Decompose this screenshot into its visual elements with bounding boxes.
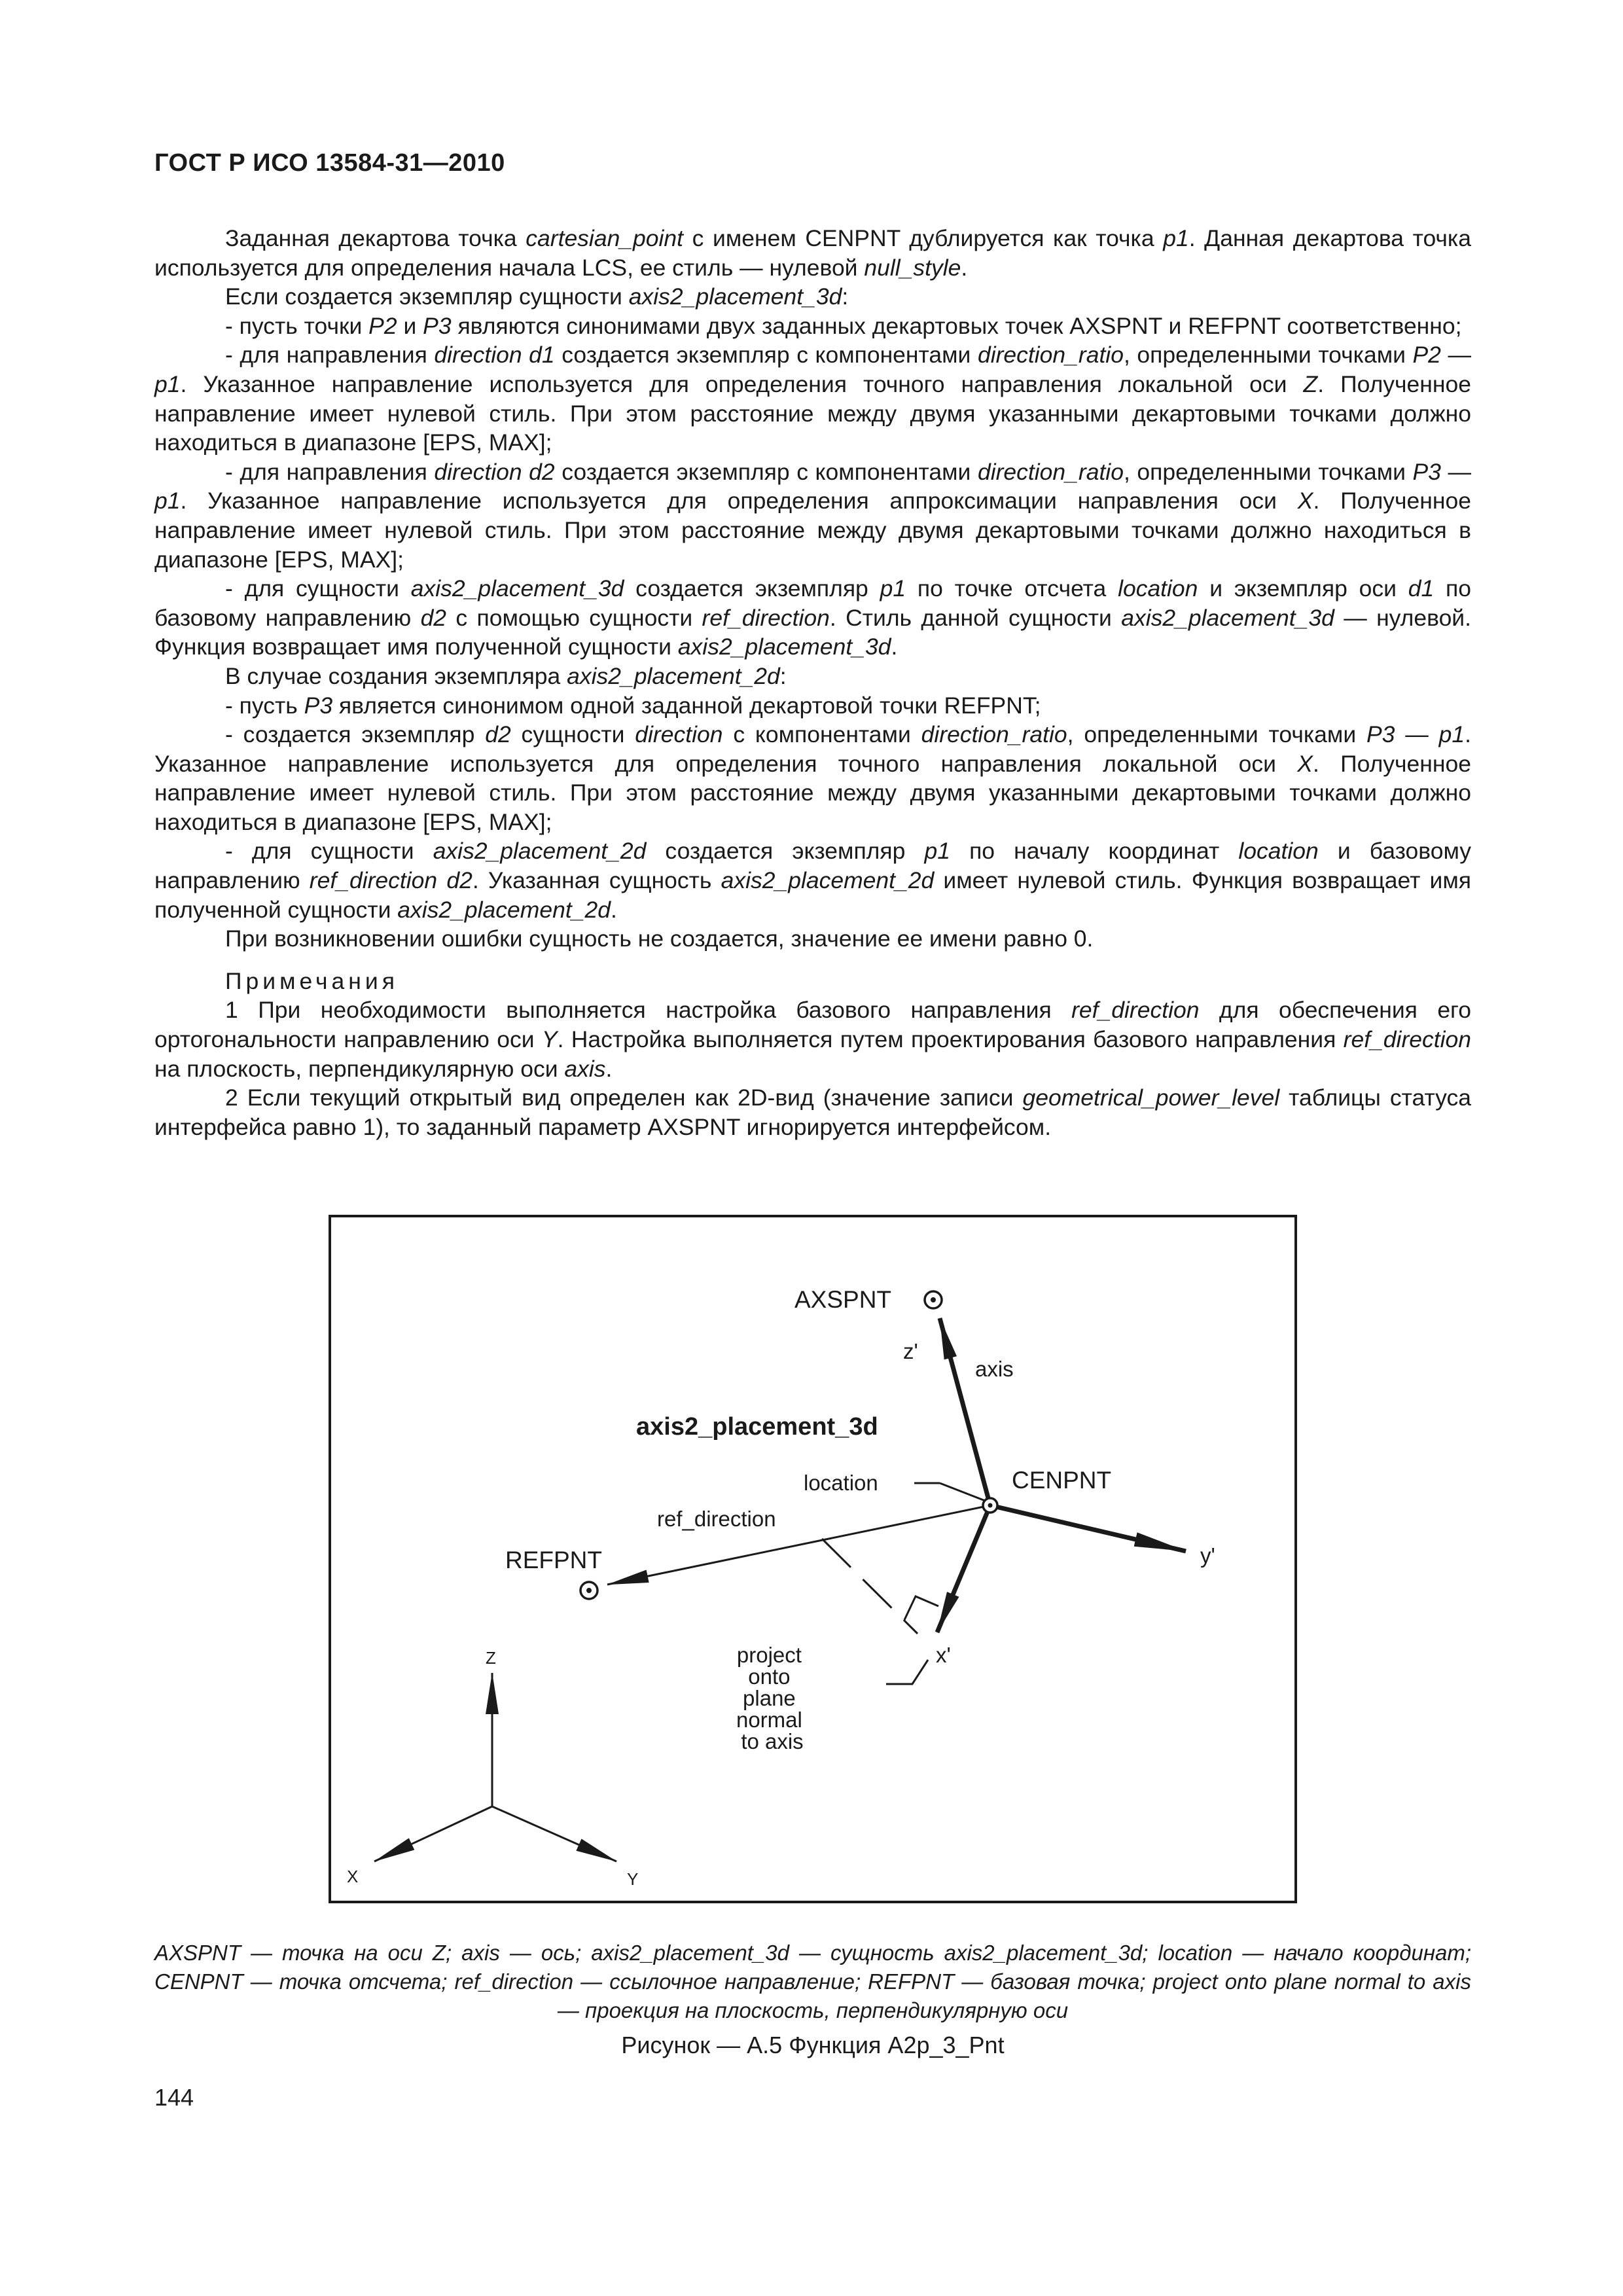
diagram-svg <box>329 1215 1297 1903</box>
projection-dashed-line <box>822 1539 918 1634</box>
paragraph: - для сущности axis2_placement_2d создается экземпляр p1 по началу координат location и базовому направлению ref_direction d2. Указанная сущность axis2_placement_2d имеет нулевой стиль. Функция возвращает имя полученной сущности axis2_placement_2d. <box>154 838 1471 923</box>
label-location: location <box>804 1471 878 1495</box>
paragraph: - для сущности axis2_placement_3d создается экземпляр p1 по точке отсчета location и экземпляр оси d1 по базовому направлению d2 с помощью сущности ref_direction. Стиль данной сущности axis2_placement_3d — нулевой. Функция возвращает имя полученной сущности axis2_placement_3d. <box>154 575 1471 660</box>
label-axspnt: AXSPNT <box>794 1286 892 1313</box>
label-project-line: onto <box>748 1664 791 1689</box>
label-project-line: normal <box>736 1708 802 1732</box>
paragraph: - для направления direction d2 создается экземпляр с компонентами direction_ratio, определенными точками P3 — p1. Указанное направление используется для определения аппроксимации направления оси X. Полученное направление имеет нулевой стиль. При этом расстояние между двумя декартовыми точками должно находиться в диапазоне [EPS, MAX]; <box>154 458 1471 573</box>
paragraph: - пусть P3 является синонимом одной заданной декартовой точки REFPNT; <box>225 692 1041 719</box>
label-title: axis2_placement_3d <box>636 1413 878 1441</box>
global-y-axis-line <box>492 1806 616 1861</box>
label-z-prime: z' <box>903 1339 918 1363</box>
right-angle-mark <box>904 1596 938 1620</box>
axis-x-prime-line <box>937 1505 990 1632</box>
label-global-z: Z <box>486 1648 496 1668</box>
axis-y-prime-line <box>990 1505 1186 1551</box>
figure-legend: AXSPNT — точка на оси Z; axis — ось; axis2_placement_3d — сущность axis2_placement_3d; location — начало координат; CENPNT — точка отсчета; ref_direction — ссылочное направление; REFPNT — базовая точка; project onto plane normal to axis — проекция на плоскость, перпендикулярную оси <box>154 1941 1471 2022</box>
label-x-prime: x' <box>936 1643 951 1667</box>
project-leader-line <box>886 1660 928 1684</box>
figure-title: Рисунок — А.5 Функция A2p_3_Pnt <box>621 2032 1005 2058</box>
notes-heading: Примечания <box>225 967 399 994</box>
label-refpnt: REFPNT <box>505 1547 602 1573</box>
label-ref-direction: ref_direction <box>657 1507 776 1531</box>
document-header: ГОСТ Р ИСО 13584-31—2010 <box>154 149 505 177</box>
label-y-prime: y' <box>1200 1543 1215 1568</box>
paragraph: Если создается экземпляр сущности axis2_placement_3d: <box>225 283 849 310</box>
cenpnt-dot <box>988 1503 993 1508</box>
paragraph: При возникновении ошибки сущность не создается, значение ее имени равно 0. <box>225 925 1094 952</box>
label-global-y: Y <box>627 1869 639 1889</box>
paragraph: Заданная декартова точка cartesian_point с именем CENPNT дублируется как точка p1. Данная декартова точка используется для определения начала LCS, ее стиль — нулевой null_style. <box>154 225 1471 281</box>
label-project-line: plane <box>743 1686 796 1710</box>
label-cenpnt: CENPNT <box>1012 1467 1112 1494</box>
refpnt-dot <box>586 1588 592 1593</box>
label-axis: axis <box>975 1357 1014 1381</box>
paragraph: - пусть точки P2 и P3 являются синонимами двух заданных декартовых точек AXSPNT и REFPNT соответственно; <box>225 312 1462 339</box>
figure-diagram <box>329 1215 1297 1903</box>
label-project-line: to axis <box>741 1729 804 1753</box>
paragraph: - для направления direction d1 создается экземпляр с компонентами direction_ratio, определенными точками P2 — p1. Указанное направление используется для определения точного направления локальной оси Z. Полученное направление имеет нулевой стиль. При этом расстояние между двумя указанными декартовыми точками должно находиться в диапазоне [EPS, MAX]; <box>154 342 1471 456</box>
label-global-x: X <box>347 1867 359 1886</box>
label-project <box>736 1643 808 1753</box>
note: 1 При необходимости выполняется настройка базового направления ref_direction для обеспечения его ортогональности направлению оси Y. Настройка выполняется путем проектирования базового направления ref_direction на плоскость, перпендикулярную оси axis. <box>154 997 1471 1082</box>
note: 2 Если текущий открытый вид определен как 2D-вид (значение записи geometrical_power_level таблицы статуса интерфейса равно 1), то заданный параметр AXSPNT игнорируется интерфейсом. <box>154 1085 1471 1140</box>
global-x-axis-line <box>374 1806 492 1861</box>
paragraph: - создается экземпляр d2 сущности direction с компонентами direction_ratio, определенными точками P3 — p1. Указанное направление используется для определения точного направления локальной оси X. Полученное направление имеет нулевой стиль. При этом расстояние между двумя указанными декартовыми точками должно находиться в диапазоне [EPS, MAX]; <box>154 721 1471 835</box>
axspnt-dot <box>931 1297 936 1302</box>
paragraph: В случае создания экземпляра axis2_placement_2d: <box>225 662 787 689</box>
page-number: 144 <box>154 2084 194 2111</box>
axis-z-prime-line <box>940 1318 990 1505</box>
location-leader-line-2 <box>940 1483 987 1501</box>
label-project-line: project <box>736 1643 802 1667</box>
body-text <box>154 224 1471 1141</box>
figure-frame <box>330 1216 1296 1902</box>
